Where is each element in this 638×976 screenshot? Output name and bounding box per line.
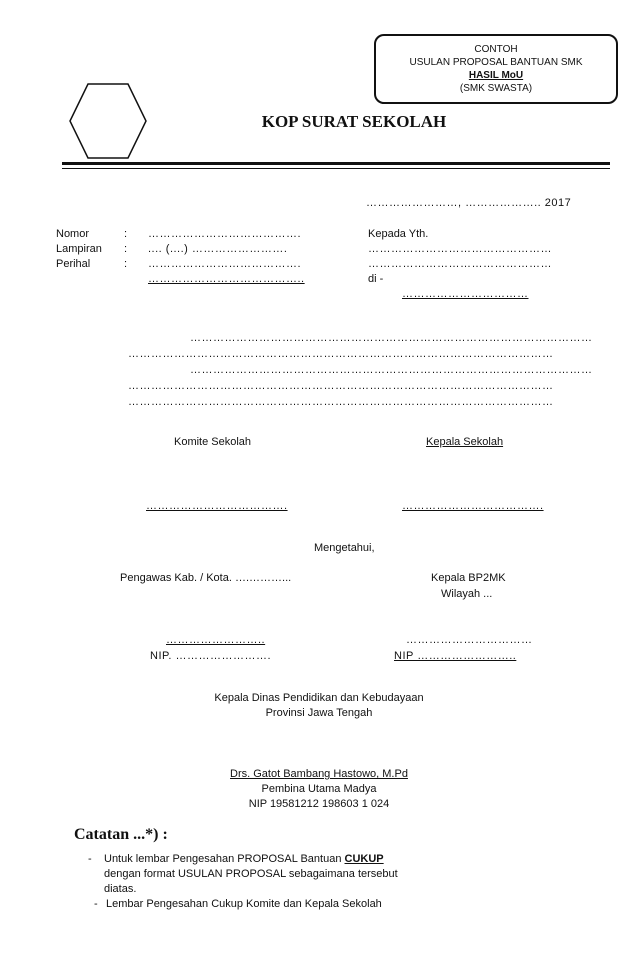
- sample-label-box: [374, 34, 618, 104]
- note-item-1-line2: dengan format USULAN PROPOSAL sebagaimana tersebut: [104, 868, 398, 880]
- note-item-1: [104, 853, 384, 865]
- note-bullet-2: -: [94, 898, 98, 910]
- perihal-colon: :: [124, 258, 128, 270]
- sample-label-line2: USULAN PROPOSAL BANTUAN SMK: [409, 57, 583, 68]
- letterhead-rule-thin: [62, 168, 610, 169]
- perihal-label: Perihal: [56, 258, 91, 270]
- sample-label-line4: (SMK SWASTA): [459, 83, 533, 94]
- dinas-official-rank: Pembina Utama Madya: [261, 783, 377, 795]
- mengetahui-label: Mengetahui,: [314, 542, 375, 554]
- kepala-name-line: ……………………………….: [402, 500, 544, 512]
- lampiran-value: .... (....) …………………….: [148, 243, 288, 255]
- note-bullet-1: -: [88, 853, 92, 865]
- perihal-value-2: …………………………………..: [148, 273, 305, 285]
- pengawas-label: Pengawas Kab. / Kota. ….………...: [120, 572, 292, 584]
- note-item-1-line3: diatas.: [104, 883, 137, 895]
- dinas-official-nip: NIP 19581212 198603 1 024: [248, 798, 390, 810]
- nomor-label: Nomor: [56, 228, 90, 240]
- dinas-province: Provinsi Jawa Tengah: [265, 707, 373, 719]
- recipient-greeting: Kepada Yth.: [368, 228, 429, 240]
- perihal-value: ………………………………….: [148, 258, 302, 270]
- body-line: ……………………………………………………………………………………………: [190, 364, 593, 376]
- bp2mk-label: Kepala BP2MK: [431, 572, 506, 584]
- lampiran-label: Lampiran: [56, 243, 102, 255]
- recipient-line3: ……………………………: [402, 288, 529, 300]
- notes-title: Catatan ...*) :: [74, 826, 168, 843]
- body-line: ……………………………………………………………………………………………: [190, 332, 593, 344]
- letterhead-rule-thick: [62, 162, 610, 165]
- body-line: …………………………………………………………………………………………………: [128, 348, 554, 360]
- sample-label-line3: HASIL MoU: [468, 70, 524, 81]
- bp2mk-region: Wilayah ...: [441, 588, 493, 600]
- recipient-di: di -: [368, 273, 384, 285]
- lampiran-colon: :: [124, 243, 128, 255]
- pengawas-name-line: ……………………..: [166, 634, 266, 646]
- kepala-sekolah-label: Kepala Sekolah: [426, 436, 504, 448]
- pengawas-nip: NIP. …………………….: [150, 650, 272, 662]
- sample-label-line1: CONTOH: [474, 44, 518, 55]
- komite-name-line: ……………………………….: [146, 500, 288, 512]
- komite-label: Komite Sekolah: [174, 436, 252, 448]
- bp2mk-nip: NIP ……………………..: [394, 650, 517, 662]
- recipient-line2: …………………………………………: [368, 258, 552, 270]
- note-item-2: Lembar Pengesahan Cukup Komite dan Kepala Sekolah: [106, 898, 382, 910]
- note-item-1-emphasis: CUKUP: [344, 853, 384, 865]
- dinas-official-name: Drs. Gatot Bambang Hastowo, M.Pd: [230, 768, 408, 780]
- bp2mk-name-line: ……………………………: [406, 634, 533, 646]
- date-line: ……………………, ……………….. 2017: [366, 197, 572, 209]
- body-line: …………………………………………………………………………………………………: [128, 380, 554, 392]
- nomor-colon: :: [124, 228, 128, 240]
- nomor-value: ………………………………….: [148, 228, 302, 240]
- recipient-line1: …………………………………………: [368, 243, 552, 255]
- dinas-title: Kepala Dinas Pendidikan dan Kebudayaan: [214, 692, 424, 704]
- body-line: …………………………………………………………………………………………………: [128, 396, 554, 408]
- note-item-1-text: Untuk lembar Pengesahan PROPOSAL Bantuan: [104, 853, 345, 865]
- letterhead-title: KOP SURAT SEKOLAH: [261, 112, 447, 131]
